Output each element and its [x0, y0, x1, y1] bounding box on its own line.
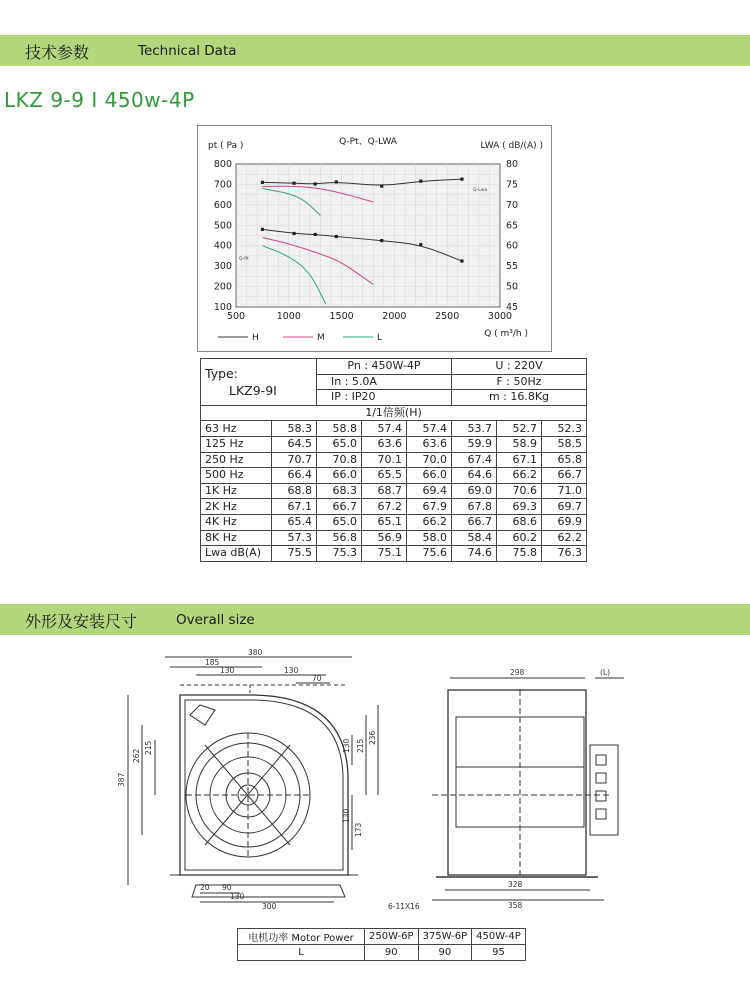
data-point	[460, 259, 463, 262]
y-tick-right: 50	[506, 281, 519, 293]
y-tick-left: 700	[213, 179, 232, 191]
motor-power-label: 电机功率 Motor Power	[238, 929, 365, 945]
spec-cell: 67.2	[362, 499, 407, 515]
model-title: LKZ 9-9 I 450w-4P	[4, 88, 195, 112]
spec-cell: 65.8	[542, 452, 587, 468]
spec-row-label: 500 Hz	[201, 468, 272, 484]
type-cell	[201, 359, 317, 406]
section-title-cn: 技术参数	[25, 43, 90, 62]
x-tick-label: 3000	[487, 311, 513, 322]
power-head-1: 250W-6P	[365, 929, 419, 945]
data-point	[261, 181, 264, 184]
dim-20: 20	[200, 883, 210, 892]
spec-row	[201, 483, 587, 499]
dim-262: 262	[132, 748, 141, 763]
ylabel-right: LWA ( dB/(A) )	[480, 141, 543, 151]
data-point	[261, 228, 264, 231]
technical-drawing	[0, 645, 750, 925]
spec-cell: 56.8	[317, 530, 362, 546]
spec-in: In : 5.0A	[317, 374, 452, 390]
spec-cell: 70.0	[407, 452, 452, 468]
spec-cell: 66.0	[407, 468, 452, 484]
y-tick-left: 500	[213, 220, 232, 232]
y-tick-left: 800	[213, 159, 232, 170]
y-tick-left: 600	[213, 199, 232, 211]
spec-row-label: Lwa dB(A)	[201, 546, 272, 562]
xlabel: Q ( m³/h )	[484, 329, 528, 339]
spec-row	[201, 421, 587, 437]
performance-chart-svg	[198, 126, 551, 351]
dim-130d: 130	[342, 808, 351, 823]
ylabel-left: pt ( Pa )	[208, 141, 244, 151]
x-tick-label: 1000	[276, 311, 301, 322]
dim-387: 387	[117, 772, 126, 787]
spec-row-label: 1K Hz	[201, 483, 272, 499]
type-value: LKZ9-9I	[229, 382, 277, 398]
spec-cell: 68.3	[317, 483, 362, 499]
dim-236: 236	[368, 730, 377, 745]
spec-u: U : 220V	[452, 359, 587, 375]
spec-cell: 59.9	[452, 436, 497, 452]
spec-cell: 66.2	[497, 468, 542, 484]
spec-cell: 75.3	[317, 546, 362, 562]
dim-215a: 215	[144, 740, 153, 755]
spec-cell: 67.8	[452, 499, 497, 515]
spec-cell: 76.3	[542, 546, 587, 562]
spec-row-label: 2K Hz	[201, 499, 272, 515]
dim-298: 298	[510, 668, 525, 677]
legend-label-l: L	[377, 333, 383, 343]
spec-cell: 66.2	[407, 514, 452, 530]
spec-cell: 66.7	[542, 468, 587, 484]
spec-cell: 65.5	[362, 468, 407, 484]
x-tick-label: 500	[226, 311, 246, 322]
spec-m: m : 16.8Kg	[452, 390, 587, 406]
dim-380: 380	[248, 648, 263, 657]
y-tick-right: 55	[506, 261, 519, 273]
spec-cell: 67.1	[272, 499, 317, 515]
spec-row-label: 63 Hz	[201, 421, 272, 437]
spec-cell: 67.9	[407, 499, 452, 515]
spec-cell: 58.3	[272, 421, 317, 437]
spec-cell: 68.6	[497, 514, 542, 530]
dim-130b: 130	[284, 666, 299, 675]
spec-cell: 68.7	[362, 483, 407, 499]
legend-label-m: M	[317, 333, 325, 343]
spec-cell: 65.1	[362, 514, 407, 530]
spec-cell: 58.4	[452, 530, 497, 546]
data-point	[292, 232, 295, 235]
data-point	[460, 178, 463, 181]
spec-row-label: 125 Hz	[201, 436, 272, 452]
technical-data-header	[0, 35, 750, 66]
data-point	[380, 239, 383, 242]
y-tick-left: 200	[213, 281, 232, 293]
x-tick-label: 2000	[382, 311, 407, 322]
spec-cell: 52.3	[542, 421, 587, 437]
y-tick-left: 400	[213, 240, 232, 252]
data-point	[419, 243, 422, 246]
spec-row	[201, 530, 587, 546]
spec-cell: 69.9	[542, 514, 587, 530]
spec-cell: 58.5	[542, 436, 587, 452]
spec-cell: 65.0	[317, 514, 362, 530]
data-point	[419, 180, 422, 183]
band-header: 1/1倍频(H)	[201, 405, 587, 421]
spec-cell: 70.7	[272, 452, 317, 468]
spec-cell: 70.8	[317, 452, 362, 468]
y-tick-right: 45	[506, 302, 519, 313]
spec-cell: 71.0	[542, 483, 587, 499]
spec-cell: 70.1	[362, 452, 407, 468]
data-point	[314, 182, 317, 185]
dim-130e: 130	[230, 892, 245, 901]
spec-cell: 75.6	[407, 546, 452, 562]
spec-cell: 57.4	[362, 421, 407, 437]
spec-cell: 53.7	[452, 421, 497, 437]
spec-pn: Pn : 450W-4P	[317, 359, 452, 375]
power-value-1: 90	[365, 945, 419, 961]
spec-cell: 75.5	[272, 546, 317, 562]
spec-table	[200, 358, 587, 562]
spec-cell: 57.3	[272, 530, 317, 546]
spec-row-label: 250 Hz	[201, 452, 272, 468]
dim-328: 328	[508, 880, 523, 889]
spec-row-label: 8K Hz	[201, 530, 272, 546]
y-tick-right: 80	[506, 159, 519, 170]
power-value-3: 95	[472, 945, 526, 961]
dim-358: 358	[508, 901, 523, 910]
curve-label-pt: Q-Pt	[239, 257, 249, 262]
spec-row	[201, 499, 587, 515]
y-tick-right: 60	[506, 240, 519, 252]
power-value-2: 90	[418, 945, 472, 961]
x-tick-label: 2500	[435, 311, 460, 322]
spec-cell: 65.0	[317, 436, 362, 452]
spec-cell: 69.4	[407, 483, 452, 499]
spec-row	[201, 546, 587, 562]
y-tick-right: 65	[506, 220, 519, 232]
dim-130c: 130	[342, 738, 351, 753]
spec-cell: 69.0	[452, 483, 497, 499]
power-row-label: L	[238, 945, 365, 961]
motor-power-table	[237, 928, 526, 961]
spec-row	[201, 468, 587, 484]
overall-size-header	[0, 604, 750, 635]
spec-cell: 66.7	[317, 499, 362, 515]
spec-row	[201, 452, 587, 468]
spec-cell: 67.4	[452, 452, 497, 468]
spec-rows	[201, 421, 587, 561]
spec-cell: 58.0	[407, 530, 452, 546]
section-title-en: Overall size	[176, 612, 255, 628]
spec-cell: 57.4	[407, 421, 452, 437]
spec-cell: 69.3	[497, 499, 542, 515]
spec-cell: 68.8	[272, 483, 317, 499]
spec-cell: 66.7	[452, 514, 497, 530]
spec-cell: 63.6	[362, 436, 407, 452]
section-title-cn: 外形及安装尺寸	[25, 612, 138, 631]
spec-f: F : 50Hz	[452, 374, 587, 390]
legend-label-h: H	[252, 333, 259, 343]
dim-130a: 130	[220, 666, 235, 675]
spec-cell: 64.5	[272, 436, 317, 452]
data-point	[314, 233, 317, 236]
curve-label-lwa: Q-Lwa	[473, 188, 488, 193]
spec-cell: 66.4	[272, 468, 317, 484]
data-point	[292, 182, 295, 185]
y-tick-left: 300	[213, 261, 232, 273]
spec-cell: 63.6	[407, 436, 452, 452]
spec-cell: 62.2	[542, 530, 587, 546]
spec-cell: 75.8	[497, 546, 542, 562]
spec-row-label: 4K Hz	[201, 514, 272, 530]
dim-6-11x16: 6-11X16	[388, 902, 420, 911]
dim-300: 300	[262, 902, 277, 911]
data-point	[335, 180, 338, 183]
spec-cell: 65.4	[272, 514, 317, 530]
spec-ip: IP : IP20	[317, 390, 452, 406]
y-tick-right: 70	[506, 199, 519, 211]
power-head-3: 450W-4P	[472, 929, 526, 945]
spec-row	[201, 514, 587, 530]
spec-cell: 70.6	[497, 483, 542, 499]
dim-215b: 215	[356, 738, 365, 753]
spec-cell: 52.7	[497, 421, 542, 437]
spec-cell: 75.1	[362, 546, 407, 562]
dim-70: 70	[312, 674, 322, 683]
power-head-2: 375W-6P	[418, 929, 472, 945]
spec-row	[201, 436, 587, 452]
spec-cell: 74.6	[452, 546, 497, 562]
y-tick-left: 100	[213, 302, 232, 313]
spec-cell: 56.9	[362, 530, 407, 546]
chart-title: Q-Pt、Q-LWA	[339, 137, 397, 147]
data-point	[380, 184, 383, 187]
spec-cell: 58.9	[497, 436, 542, 452]
spec-cell: 64.6	[452, 468, 497, 484]
type-label: Type:	[205, 365, 238, 381]
spec-cell: 67.1	[497, 452, 542, 468]
spec-cell: 66.0	[317, 468, 362, 484]
spec-cell: 58.8	[317, 421, 362, 437]
dim-l: (L)	[600, 668, 611, 677]
spec-cell: 69.7	[542, 499, 587, 515]
performance-chart	[197, 125, 552, 352]
section-title-en: Technical Data	[138, 43, 237, 59]
y-tick-right: 75	[506, 179, 519, 191]
data-point	[335, 235, 338, 238]
dim-90: 90	[222, 883, 232, 892]
dim-173: 173	[354, 822, 363, 837]
dim-185: 185	[205, 658, 220, 667]
x-tick-label: 1500	[329, 311, 354, 322]
spec-cell: 60.2	[497, 530, 542, 546]
